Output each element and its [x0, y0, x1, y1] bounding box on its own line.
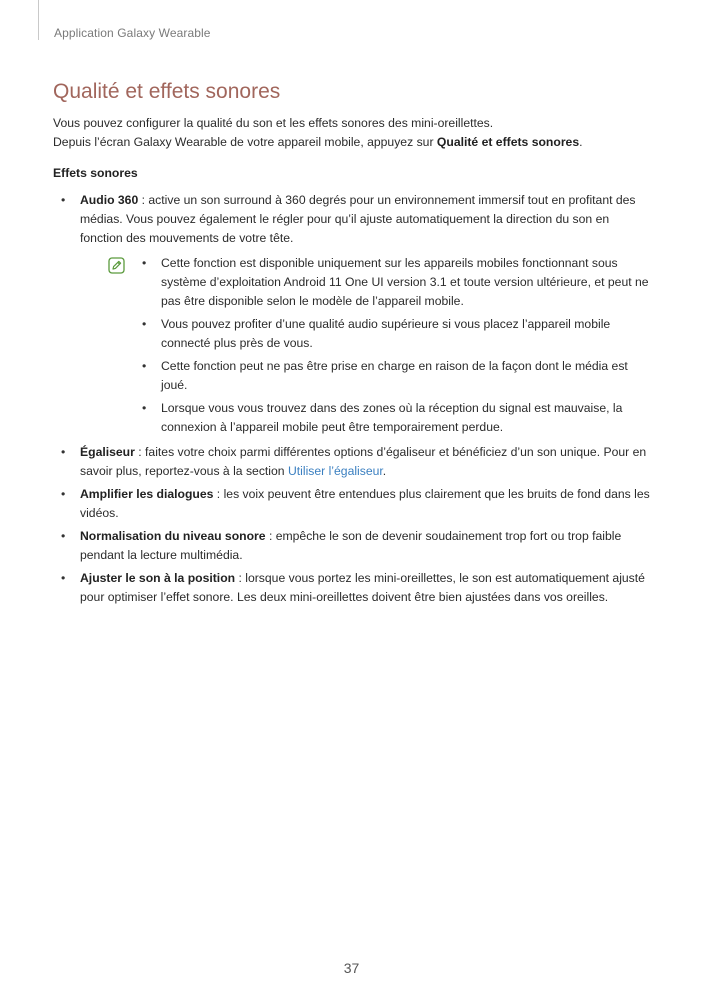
intro-text: Depuis l’écran Galaxy Wearable de votre appareil mobile, appuyez sur — [53, 135, 437, 149]
desc-dialogues: : les voix peuvent être entendues plus clairement que les bruits de fond dans les vidéos. — [80, 487, 650, 520]
note-item: • Lorsque vous vous trouvez dans des zones où la réception du signal est mauvaise, la connexion à l’appareil mobile peut être temporairement perdue. — [134, 399, 653, 437]
list-item-dialogues — [53, 485, 653, 523]
running-header: Application Galaxy Wearable — [54, 26, 211, 40]
desc-audio360: : active un son surround à 360 degrés pour un environnement immersif tout en profitant des médias. Vous pouvez également le régler pour qu’il ajuste automatiquement la direction du son en fonction des mouvements de votre tête. — [80, 193, 636, 245]
intro-emphasis: Qualité et effets sonores — [436, 135, 580, 149]
desc-position: : lorsque vous portez les mini-oreillettes, le son est automatiquement ajusté pour optimiser l’effet sonore. Les deux mini-oreillettes doivent être bien ajustées dans vos oreilles. — [80, 571, 645, 604]
term-egaliseur: Égaliseur — [80, 445, 135, 459]
header-divider — [38, 0, 39, 40]
desc-egaliseur: : faites votre choix parmi différentes options d’égaliseur et bénéficiez d’un son unique. Pour en savoir plus, reportez-vous à la section — [80, 445, 647, 478]
intro-paragraph-1: Vous pouvez configurer la qualité du son et les effets sonores des mini-oreillettes. — [53, 116, 494, 130]
page-number: 37 — [343, 960, 360, 976]
list-item-position — [53, 569, 653, 607]
note-block — [80, 254, 653, 437]
intro-text-end: . — [579, 135, 583, 149]
note-pencil-icon — [108, 257, 125, 274]
egaliseur-link[interactable]: Utiliser l’égaliseur — [287, 464, 383, 478]
term-dialogues: Amplifier les dialogues — [80, 487, 214, 501]
section-heading: Effets sonores — [53, 166, 138, 180]
term-position: Ajuster le son à la position — [80, 571, 236, 585]
note-item: • Cette fonction est disponible uniquement sur les appareils mobiles fonctionnant sous système d’exploitation Android 11 One UI version 3.1 et toute version ultérieure, et peut ne pas être disponible selon le modèle de l’appareil mobile. — [134, 254, 653, 311]
note-item: • Cette fonction peut ne pas être prise en charge en raison de la façon dont le média est joué. — [134, 357, 653, 395]
desc-egaliseur-end: . — [382, 464, 387, 478]
list-item-normalisation — [53, 527, 653, 565]
effects-list — [53, 191, 653, 607]
note-item: • Vous pouvez profiter d’une qualité audio supérieure si vous placez l’appareil mobile connecté plus près de vous. — [134, 315, 653, 353]
note-list — [134, 254, 653, 437]
page-title: Qualité et effets sonores — [53, 80, 281, 103]
term-normalisation: Normalisation du niveau sonore — [80, 529, 266, 543]
desc-normalisation: : empêche le son de devenir soudainement trop fort ou trop faible pendant la lecture multimédia. — [80, 529, 622, 562]
list-item-egaliseur — [53, 443, 653, 481]
term-audio360: Audio 360 — [80, 193, 139, 207]
intro-paragraph-2 — [53, 133, 653, 152]
main-content — [53, 114, 653, 611]
list-item-audio360 — [53, 191, 653, 437]
